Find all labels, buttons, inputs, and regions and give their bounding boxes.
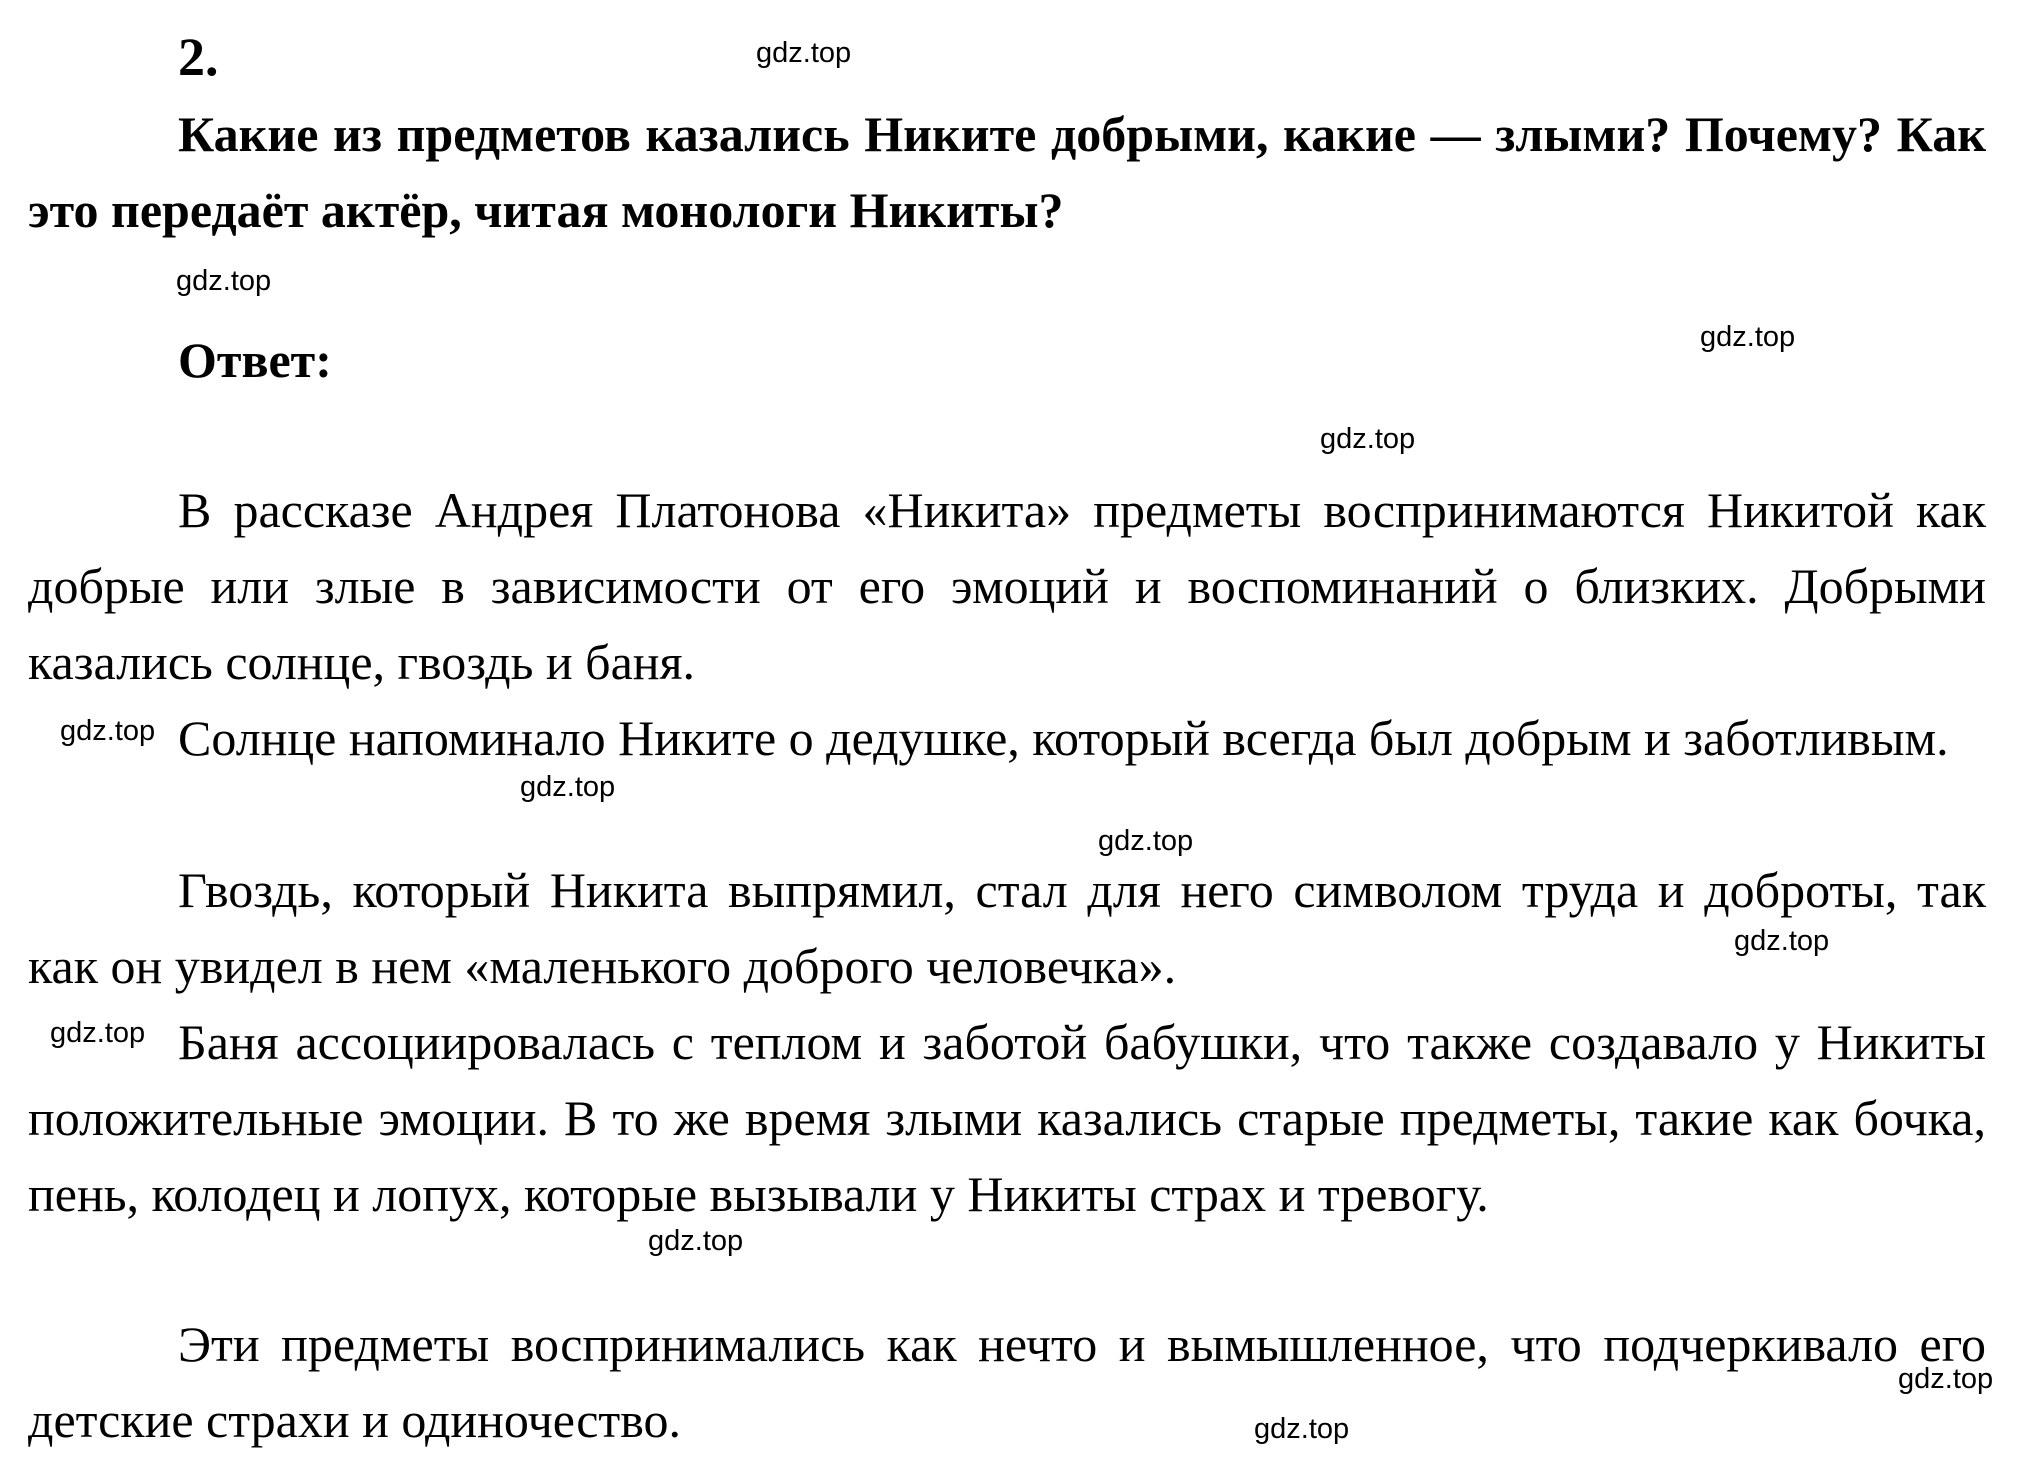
- question-text: Какие из предметов казались Никите добрыми, какие — злыми? Почему? Как это передаёт актёр, читая монологи Никиты?: [28, 106, 1986, 238]
- answer-paragraph-bath: [28, 1004, 1986, 1232]
- task-number: 2.: [178, 27, 219, 87]
- watermark: gdz.top: [60, 715, 156, 747]
- watermark: gdz.top: [1254, 1413, 1350, 1445]
- watermark: gdz.top: [1700, 321, 1796, 353]
- answer-paragraph-nail: Гвоздь, который Никита выпрямил, стал для него символом труда и доброты, так как он увидел в нем «маленького доброго человечка».: [28, 862, 1986, 994]
- answer-paragraph-intro: В рассказе Андрея Платонова «Никита» предметы воспринимаются Никитой как добрые или злые в зависимости от его эмоций и воспоминаний о близких. Добрыми казались солнце, гвоздь и баня.: [28, 482, 1986, 690]
- watermark: gdz.top: [1898, 1363, 1994, 1395]
- watermark: gdz.top: [756, 37, 852, 69]
- answer-label: Ответ:: [178, 332, 332, 388]
- watermark: gdz.top: [520, 771, 616, 803]
- answer-paragraph-conclusion: Эти предметы воспринимались как нечто и вымышленное, что подчеркивало его детские страхи и одиночество.: [28, 1316, 1986, 1448]
- watermark: gdz.top: [1098, 825, 1194, 857]
- watermark: gdz.top: [1320, 423, 1416, 455]
- answer-paragraph-sun: [28, 700, 1986, 776]
- watermark: gdz.top: [176, 265, 272, 297]
- watermark: gdz.top: [50, 1017, 146, 1049]
- watermark: gdz.top: [648, 1225, 744, 1257]
- answer-paragraph-bath-text: Баня ассоциировалась с теплом и заботой бабушки, что также создавало у Никиты положительные эмоции. В то же время злыми казались старые предметы, такие как бочка, пень, колодец и лопух, которые вызывали у Никиты страх и тревогу.: [28, 1014, 1986, 1222]
- answer-paragraph-sun-text: Солнце напоминало Никите о дедушке, который всегда был добрым и заботливым.: [178, 710, 1949, 766]
- watermark: gdz.top: [1734, 925, 1830, 957]
